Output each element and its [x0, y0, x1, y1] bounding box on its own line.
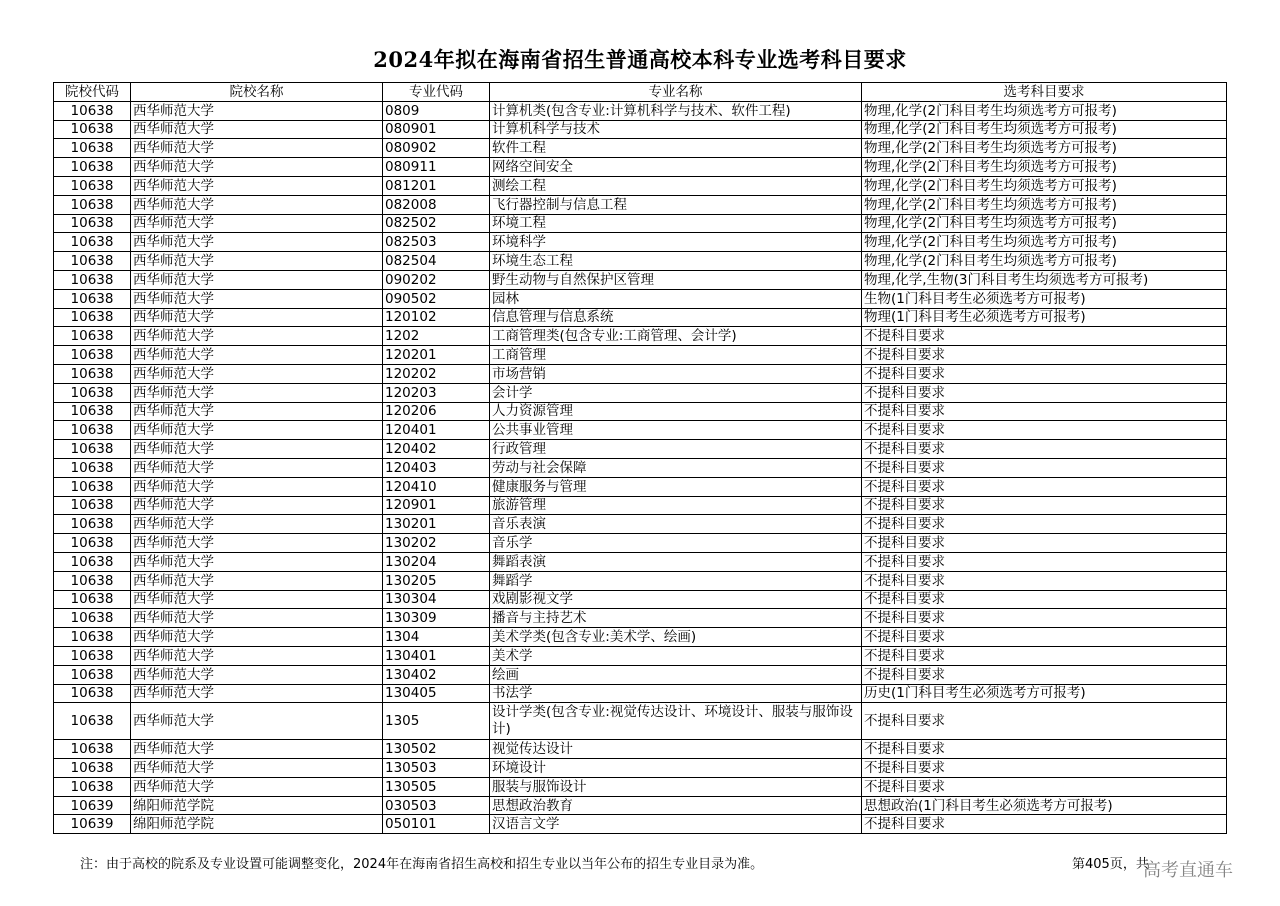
cell-major-code: 130202 [383, 534, 490, 553]
cell-major-name: 环境工程 [490, 214, 862, 233]
cell-subject-requirement: 不提科目要求 [862, 552, 1227, 571]
cell-major-code: 120102 [383, 308, 490, 327]
cell-major-code: 082008 [383, 195, 490, 214]
table-row [54, 590, 1227, 609]
cell-school-code: 10638 [54, 496, 131, 515]
table-row [54, 214, 1227, 233]
cell-school-code: 10638 [54, 740, 131, 759]
cell-school-code: 10638 [54, 176, 131, 195]
cell-school-code: 10638 [54, 327, 131, 346]
cell-major-name: 播音与主持艺术 [490, 609, 862, 628]
cell-subject-requirement: 不提科目要求 [862, 665, 1227, 684]
cell-school-code: 10638 [54, 289, 131, 308]
cell-major-code: 090202 [383, 270, 490, 289]
cell-major-name: 软件工程 [490, 139, 862, 158]
cell-school-code: 10638 [54, 364, 131, 383]
cell-major-name: 劳动与社会保障 [490, 458, 862, 477]
cell-school-name: 西华师范大学 [131, 421, 383, 440]
cell-subject-requirement: 物理,化学(2门科目考生均须选考方可报考) [862, 214, 1227, 233]
cell-major-name: 会计学 [490, 383, 862, 402]
cell-school-name: 西华师范大学 [131, 270, 383, 289]
cell-school-name: 西华师范大学 [131, 740, 383, 759]
cell-school-code: 10638 [54, 402, 131, 421]
cell-major-code: 090502 [383, 289, 490, 308]
cell-subject-requirement: 不提科目要求 [862, 646, 1227, 665]
cell-major-name: 音乐表演 [490, 515, 862, 534]
cell-subject-requirement: 物理,化学(2门科目考生均须选考方可报考) [862, 176, 1227, 195]
cell-major-name: 测绘工程 [490, 176, 862, 195]
table-row [54, 402, 1227, 421]
table-row [54, 176, 1227, 195]
table-row [54, 440, 1227, 459]
cell-school-name: 西华师范大学 [131, 515, 383, 534]
cell-school-name: 西华师范大学 [131, 364, 383, 383]
cell-major-name: 旅游管理 [490, 496, 862, 515]
table-row [54, 646, 1227, 665]
cell-major-name: 网络空间安全 [490, 158, 862, 177]
cell-school-name: 西华师范大学 [131, 590, 383, 609]
cell-school-name: 西华师范大学 [131, 477, 383, 496]
table-row [54, 327, 1227, 346]
cell-school-name: 西华师范大学 [131, 308, 383, 327]
cell-subject-requirement: 不提科目要求 [862, 534, 1227, 553]
table-row [54, 477, 1227, 496]
cell-major-code: 120403 [383, 458, 490, 477]
cell-major-code: 130502 [383, 740, 490, 759]
table-row [54, 421, 1227, 440]
cell-subject-requirement: 不提科目要求 [862, 777, 1227, 796]
cell-major-code: 130309 [383, 609, 490, 628]
cell-subject-requirement: 不提科目要求 [862, 703, 1227, 740]
cell-subject-requirement: 不提科目要求 [862, 571, 1227, 590]
cell-school-code: 10638 [54, 703, 131, 740]
cell-major-name: 环境科学 [490, 233, 862, 252]
cell-school-code: 10639 [54, 815, 131, 834]
cell-major-code: 120901 [383, 496, 490, 515]
table-row [54, 628, 1227, 647]
cell-major-name: 音乐学 [490, 534, 862, 553]
cell-subject-requirement: 物理,化学(2门科目考生均须选考方可报考) [862, 139, 1227, 158]
cell-major-name: 汉语言文学 [490, 815, 862, 834]
cell-school-name: 西华师范大学 [131, 402, 383, 421]
table-row [54, 158, 1227, 177]
table-row [54, 515, 1227, 534]
cell-school-name: 西华师范大学 [131, 120, 383, 139]
cell-school-name: 西华师范大学 [131, 684, 383, 703]
table-row [54, 552, 1227, 571]
cell-subject-requirement: 不提科目要求 [862, 383, 1227, 402]
cell-major-name: 美术学类(包含专业:美术学、绘画) [490, 628, 862, 647]
table-row [54, 703, 1227, 740]
table-row [54, 120, 1227, 139]
cell-major-name: 野生动物与自然保护区管理 [490, 270, 862, 289]
table-header-row [54, 83, 1227, 102]
cell-major-code: 120201 [383, 346, 490, 365]
cell-major-code: 120206 [383, 402, 490, 421]
cell-school-name: 西华师范大学 [131, 346, 383, 365]
cell-major-name: 设计学类(包含专业:视觉传达设计、环境设计、服装与服饰设计) [490, 703, 862, 740]
cell-major-name: 绘画 [490, 665, 862, 684]
table-row [54, 383, 1227, 402]
cell-school-code: 10638 [54, 552, 131, 571]
cell-school-name: 西华师范大学 [131, 703, 383, 740]
cell-school-name: 西华师范大学 [131, 158, 383, 177]
cell-major-code: 130304 [383, 590, 490, 609]
cell-school-code: 10638 [54, 646, 131, 665]
cell-major-name: 飞行器控制与信息工程 [490, 195, 862, 214]
cell-major-name: 园林 [490, 289, 862, 308]
cell-major-code: 120401 [383, 421, 490, 440]
cell-major-name: 戏剧影视文学 [490, 590, 862, 609]
table-row [54, 796, 1227, 815]
table-row [54, 496, 1227, 515]
cell-subject-requirement: 历史(1门科目考生必须选考方可报考) [862, 684, 1227, 703]
watermark-logo: 高考直通车 [1143, 860, 1233, 881]
cell-subject-requirement: 不提科目要求 [862, 590, 1227, 609]
table-row [54, 233, 1227, 252]
cell-subject-requirement: 不提科目要求 [862, 815, 1227, 834]
cell-subject-requirement: 不提科目要求 [862, 740, 1227, 759]
page-title: 2024年拟在海南省招生普通高校本科专业选考科目要求 [373, 47, 907, 72]
table-row [54, 665, 1227, 684]
cell-school-name: 西华师范大学 [131, 646, 383, 665]
cell-school-code: 10638 [54, 515, 131, 534]
cell-subject-requirement: 物理,化学(2门科目考生均须选考方可报考) [862, 158, 1227, 177]
cell-subject-requirement: 不提科目要求 [862, 496, 1227, 515]
cell-school-code: 10638 [54, 628, 131, 647]
cell-school-code: 10638 [54, 120, 131, 139]
cell-major-name: 公共事业管理 [490, 421, 862, 440]
cell-school-name: 西华师范大学 [131, 383, 383, 402]
requirements-table [53, 82, 1227, 834]
cell-school-code: 10638 [54, 252, 131, 271]
cell-school-name: 西华师范大学 [131, 214, 383, 233]
table-row [54, 195, 1227, 214]
cell-subject-requirement: 不提科目要求 [862, 759, 1227, 778]
cell-subject-requirement: 不提科目要求 [862, 609, 1227, 628]
cell-school-name: 西华师范大学 [131, 252, 383, 271]
col-header-school-name: 院校名称 [131, 83, 383, 102]
table-row [54, 364, 1227, 383]
cell-major-code: 120402 [383, 440, 490, 459]
table-row [54, 139, 1227, 158]
cell-major-code: 1305 [383, 703, 490, 740]
cell-major-name: 计算机科学与技术 [490, 120, 862, 139]
table-row [54, 815, 1227, 834]
cell-major-name: 环境设计 [490, 759, 862, 778]
table-row [54, 458, 1227, 477]
cell-subject-requirement: 物理,化学(2门科目考生均须选考方可报考) [862, 101, 1227, 120]
cell-major-code: 1304 [383, 628, 490, 647]
cell-major-name: 舞蹈表演 [490, 552, 862, 571]
cell-school-code: 10638 [54, 383, 131, 402]
cell-major-name: 舞蹈学 [490, 571, 862, 590]
page-number: 第405页，共 [1072, 857, 1149, 872]
cell-school-name: 西华师范大学 [131, 440, 383, 459]
cell-school-name: 西华师范大学 [131, 139, 383, 158]
cell-school-name: 西华师范大学 [131, 496, 383, 515]
cell-major-code: 120202 [383, 364, 490, 383]
cell-major-name: 信息管理与信息系统 [490, 308, 862, 327]
table-row [54, 759, 1227, 778]
cell-major-code: 082504 [383, 252, 490, 271]
col-header-subject-requirement: 选考科目要求 [862, 83, 1227, 102]
table-row [54, 534, 1227, 553]
cell-subject-requirement: 物理,化学(2门科目考生均须选考方可报考) [862, 233, 1227, 252]
cell-major-code: 130204 [383, 552, 490, 571]
cell-school-code: 10638 [54, 777, 131, 796]
cell-school-name: 西华师范大学 [131, 571, 383, 590]
footnote: 注：由于高校的院系及专业设置可能调整变化，2024年在海南省招生高校和招生专业以当年公布的招生专业目录为准。 [80, 857, 764, 872]
cell-school-code: 10638 [54, 233, 131, 252]
cell-school-name: 西华师范大学 [131, 628, 383, 647]
cell-subject-requirement: 不提科目要求 [862, 402, 1227, 421]
cell-school-name: 西华师范大学 [131, 609, 383, 628]
cell-major-code: 080901 [383, 120, 490, 139]
cell-major-name: 思想政治教育 [490, 796, 862, 815]
cell-major-name: 市场营销 [490, 364, 862, 383]
cell-major-code: 130505 [383, 777, 490, 796]
cell-major-name: 健康服务与管理 [490, 477, 862, 496]
cell-school-name: 西华师范大学 [131, 176, 383, 195]
cell-major-code: 050101 [383, 815, 490, 834]
cell-major-code: 1202 [383, 327, 490, 346]
cell-subject-requirement: 物理,化学,生物(3门科目考生均须选考方可报考) [862, 270, 1227, 289]
cell-school-name: 西华师范大学 [131, 327, 383, 346]
cell-school-name: 西华师范大学 [131, 534, 383, 553]
cell-school-code: 10638 [54, 534, 131, 553]
table-row [54, 101, 1227, 120]
cell-major-code: 080911 [383, 158, 490, 177]
col-header-major-name: 专业名称 [490, 83, 862, 102]
table-row [54, 270, 1227, 289]
table-row [54, 252, 1227, 271]
cell-major-code: 130401 [383, 646, 490, 665]
cell-school-code: 10638 [54, 421, 131, 440]
cell-subject-requirement: 不提科目要求 [862, 346, 1227, 365]
cell-school-name: 西华师范大学 [131, 233, 383, 252]
cell-major-name: 行政管理 [490, 440, 862, 459]
cell-subject-requirement: 不提科目要求 [862, 477, 1227, 496]
table-row [54, 684, 1227, 703]
cell-school-code: 10638 [54, 101, 131, 120]
table-row [54, 346, 1227, 365]
cell-subject-requirement: 不提科目要求 [862, 515, 1227, 534]
cell-subject-requirement: 不提科目要求 [862, 421, 1227, 440]
cell-school-code: 10638 [54, 609, 131, 628]
table-row [54, 740, 1227, 759]
cell-major-name: 工商管理 [490, 346, 862, 365]
cell-major-code: 120410 [383, 477, 490, 496]
cell-subject-requirement: 思想政治(1门科目考生必须选考方可报考) [862, 796, 1227, 815]
table-body [54, 101, 1227, 833]
cell-school-code: 10638 [54, 270, 131, 289]
cell-school-code: 10638 [54, 665, 131, 684]
cell-major-code: 120203 [383, 383, 490, 402]
cell-school-name: 绵阳师范学院 [131, 796, 383, 815]
cell-school-code: 10638 [54, 684, 131, 703]
cell-major-name: 服装与服饰设计 [490, 777, 862, 796]
cell-subject-requirement: 不提科目要求 [862, 458, 1227, 477]
cell-major-name: 视觉传达设计 [490, 740, 862, 759]
cell-subject-requirement: 生物(1门科目考生必须选考方可报考) [862, 289, 1227, 308]
cell-subject-requirement: 不提科目要求 [862, 364, 1227, 383]
cell-school-code: 10638 [54, 571, 131, 590]
cell-subject-requirement: 不提科目要求 [862, 440, 1227, 459]
cell-major-code: 082503 [383, 233, 490, 252]
table-row [54, 609, 1227, 628]
cell-school-name: 西华师范大学 [131, 458, 383, 477]
cell-school-name: 西华师范大学 [131, 665, 383, 684]
cell-major-code: 030503 [383, 796, 490, 815]
cell-major-name: 计算机类(包含专业:计算机科学与技术、软件工程) [490, 101, 862, 120]
cell-subject-requirement: 不提科目要求 [862, 327, 1227, 346]
cell-major-name: 书法学 [490, 684, 862, 703]
cell-major-code: 130405 [383, 684, 490, 703]
cell-subject-requirement: 物理,化学(2门科目考生均须选考方可报考) [862, 252, 1227, 271]
cell-subject-requirement: 不提科目要求 [862, 628, 1227, 647]
cell-school-code: 10638 [54, 139, 131, 158]
cell-major-code: 0809 [383, 101, 490, 120]
cell-school-code: 10638 [54, 346, 131, 365]
cell-subject-requirement: 物理,化学(2门科目考生均须选考方可报考) [862, 195, 1227, 214]
cell-major-name: 环境生态工程 [490, 252, 862, 271]
cell-school-code: 10638 [54, 440, 131, 459]
col-header-school-code: 院校代码 [54, 83, 131, 102]
cell-school-code: 10638 [54, 158, 131, 177]
cell-school-name: 西华师范大学 [131, 289, 383, 308]
cell-major-code: 130205 [383, 571, 490, 590]
cell-school-code: 10639 [54, 796, 131, 815]
table-row [54, 308, 1227, 327]
cell-school-code: 10638 [54, 214, 131, 233]
cell-school-code: 10638 [54, 195, 131, 214]
table-row [54, 289, 1227, 308]
cell-subject-requirement: 物理,化学(2门科目考生均须选考方可报考) [862, 120, 1227, 139]
cell-major-name: 人力资源管理 [490, 402, 862, 421]
cell-school-name: 西华师范大学 [131, 101, 383, 120]
cell-major-code: 080902 [383, 139, 490, 158]
cell-school-name: 西华师范大学 [131, 759, 383, 778]
cell-major-name: 美术学 [490, 646, 862, 665]
cell-school-name: 绵阳师范学院 [131, 815, 383, 834]
cell-major-code: 130402 [383, 665, 490, 684]
cell-school-code: 10638 [54, 458, 131, 477]
table-row [54, 571, 1227, 590]
cell-major-code: 130201 [383, 515, 490, 534]
cell-school-name: 西华师范大学 [131, 777, 383, 796]
cell-subject-requirement: 物理(1门科目考生必须选考方可报考) [862, 308, 1227, 327]
cell-major-name: 工商管理类(包含专业:工商管理、会计学) [490, 327, 862, 346]
cell-major-code: 082502 [383, 214, 490, 233]
cell-school-code: 10638 [54, 308, 131, 327]
cell-major-code: 130503 [383, 759, 490, 778]
cell-school-code: 10638 [54, 477, 131, 496]
cell-school-code: 10638 [54, 759, 131, 778]
cell-school-name: 西华师范大学 [131, 195, 383, 214]
cell-major-code: 081201 [383, 176, 490, 195]
table-row [54, 777, 1227, 796]
col-header-major-code: 专业代码 [383, 83, 490, 102]
cell-school-name: 西华师范大学 [131, 552, 383, 571]
cell-school-code: 10638 [54, 590, 131, 609]
